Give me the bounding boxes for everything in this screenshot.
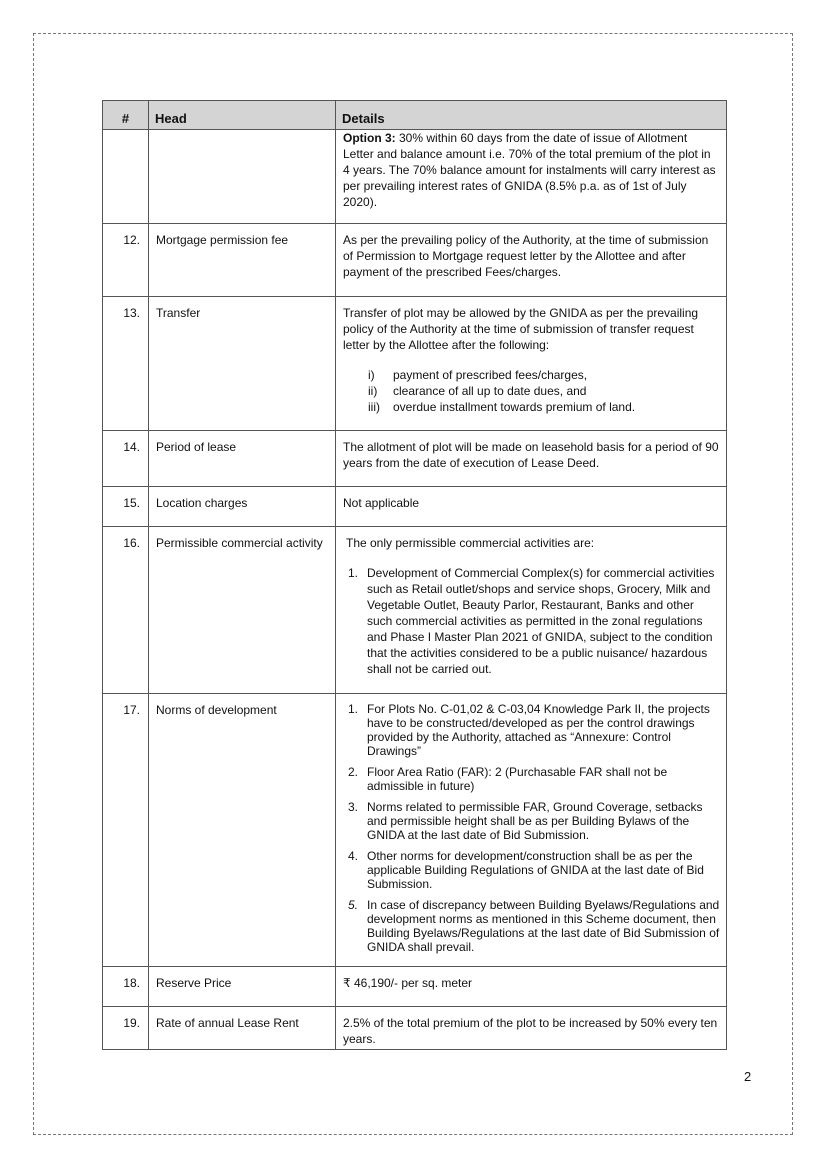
table-row [103,694,727,967]
transfer-conditions-list [343,367,720,415]
list-text: For Plots No. C-01,02 & C-03,04 Knowledge Park II, the projects have to be constructed/developed as per the control drawings provided by the Authority, attached as “Annexure: Control Drawings” [367,702,710,758]
table-header-row [103,101,727,130]
row-num: 18. [103,967,149,1007]
list-text: Floor Area Ratio (FAR): 2 (Purchasable FAR shall not be admissible in future) [367,765,668,793]
row-head: Norms of development [149,694,336,967]
table-row [103,967,727,1007]
development-norms-list [343,702,720,954]
list-marker: 1. [348,702,359,716]
list-marker: i) [368,368,375,382]
commercial-activities-list [343,565,720,677]
list-item [348,702,720,758]
row-num: 16. [103,527,149,694]
row-num: 17. [103,694,149,967]
list-text: Norms related to permissible FAR, Ground Coverage, setbacks and permissible height shall be as per Building Bylaws of the GNIDA at the last date of Bid Submission. [367,800,703,842]
list-item [368,399,720,415]
list-text: clearance of all up to date dues, and [393,384,587,398]
list-text: payment of prescribed fees/charges, [393,368,588,382]
list-item [348,800,720,842]
details-text: Transfer of plot may be allowed by the GNIDA as per the prevailing policy of the Authority at the time of submission of transfer request letter by the Allottee after the following: [343,306,699,352]
list-marker: 5. [348,898,359,912]
row-details [336,224,727,297]
header-num: # [103,101,149,130]
list-text: overdue installment towards premium of land. [393,400,636,414]
row-details [336,297,727,431]
reserve-price-text: ₹ 46,190/- per sq. meter [343,976,473,990]
row-num: 13. [103,297,149,431]
list-item [348,849,720,891]
row-details [336,1007,727,1050]
row-head: Mortgage permission fee [149,224,336,297]
table-row [103,431,727,487]
list-marker: ii) [368,384,378,398]
details-text: The allotment of plot will be made on leasehold basis for a period of 90 years from the date of execution of Lease Deed. [343,440,719,470]
row-head: Reserve Price [149,967,336,1007]
row-details [336,431,727,487]
table-row [103,487,727,527]
list-marker: 1. [348,566,359,580]
list-item [348,565,720,677]
header-head: Head [149,101,336,130]
details-text: As per the prevailing policy of the Authority, at the time of submission of Permission to Mortgage request letter by the Allottee and after payment of the prescribed Fees/charges. [343,233,709,279]
row-num [103,130,149,224]
row-head: Permissible commercial activity [149,527,336,694]
page-number: 2 [744,1069,752,1084]
table-row [103,527,727,694]
row-details [336,527,727,694]
option-label: Option 3: [343,131,396,145]
row-num: 12. [103,224,149,297]
list-text: Other norms for development/construction shall be as per the applicable Building Regulations of GNIDA at the last date of Bid Submission. [367,849,704,891]
list-marker: 3. [348,800,359,814]
list-item [348,765,720,793]
table-row [103,297,727,431]
row-head [149,130,336,224]
row-num: 14. [103,431,149,487]
list-marker: 4. [348,849,359,863]
header-details: Details [336,101,727,130]
option-text: 30% within 60 days from the date of issue of Allotment Letter and balance amount i.e. 70% of the total premium of the plot in 4 years. The 70% balance amount for instalments will carry interest as per prevailing interest rates of GNIDA (8.5% p.a. as of 1st of July 2020). [343,131,716,209]
list-text: Development of Commercial Complex(s) for commercial activities such as Retail outlet/shops and service shops, Grocery, Milk and Vegetable Outlet, Beauty Parlor, Restaurant, Banks and other such commercial activities as permitted in the zonal regulations and Phase I Master Plan 2021 of GNIDA, subject to the condition that the activities considered to be a public nuisance/ hazardous shall not be carried out. [367,566,715,676]
row-details [336,967,727,1007]
table-row [103,1007,727,1050]
row-details [336,487,727,527]
row-num: 15. [103,487,149,527]
row-details [336,130,727,224]
list-marker: iii) [368,400,380,414]
table-row [103,130,727,224]
row-head: Period of lease [149,431,336,487]
row-head: Transfer [149,297,336,431]
details-text: 2.5% of the total premium of the plot to be increased by 50% every ten years. [343,1016,718,1046]
list-marker: 2. [348,765,359,779]
list-item [368,383,720,399]
row-head: Rate of annual Lease Rent [149,1007,336,1050]
row-num: 19. [103,1007,149,1050]
list-item [368,367,720,383]
row-head: Location charges [149,487,336,527]
details-table [102,100,727,1050]
list-item [348,898,720,954]
row-details [336,694,727,967]
details-text: Not applicable [343,496,420,510]
list-text: In case of discrepancy between Building Byelaws/Regulations and development norms as mentioned in this Scheme document, then Building Byelaws/Regulations at the last date of Bid Submission of GNIDA shall prevail. [367,898,720,954]
details-text: The only permissible commercial activities are: [346,536,595,550]
table-row [103,224,727,297]
